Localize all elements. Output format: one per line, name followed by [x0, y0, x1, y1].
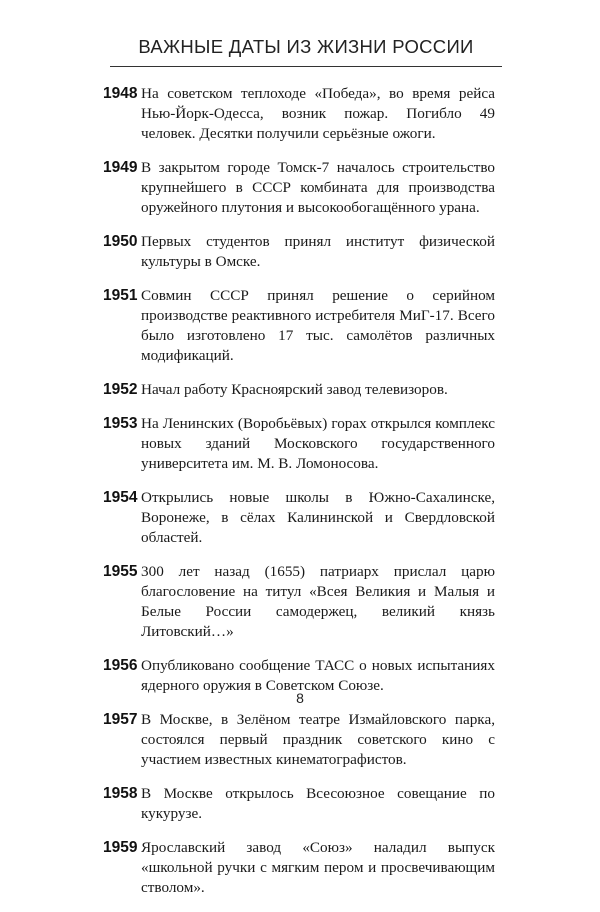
header-title: ВАЖНЫЕ ДАТЫ ИЗ ЖИЗНИ РОССИИ — [138, 36, 474, 57]
entry-text: Открылись новые школы в Южно-Сахалинске, Воронеже, в сёлах Калининской и Свердловской областей. — [141, 489, 495, 546]
entry-text: Первых студентов принял институт физической культуры в Омске. — [141, 233, 495, 270]
entry-year: 1952 — [103, 381, 138, 398]
timeline-entry — [103, 488, 495, 548]
entry-year: 1958 — [103, 785, 138, 802]
timeline-entry — [103, 286, 495, 366]
entry-text: На советском теплоходе «Победа», во время рейса Нью-Йорк-Одесса, возник пожар. Погибло 49 человек. Десятки получили серьёзные ожоги. — [141, 85, 495, 142]
entry-year: 1959 — [103, 839, 138, 856]
timeline-list — [103, 84, 495, 912]
entry-year: 1957 — [103, 711, 138, 728]
running-header — [110, 36, 502, 67]
entry-text: 300 лет назад (1655) патриарх прислал царю благословение на титул «Всея Великия и Малыя и Белые России самодержец, великий князь Литовский…» — [141, 563, 495, 640]
entry-year: 1951 — [103, 287, 138, 304]
timeline-entry — [103, 562, 495, 642]
entry-text: Опубликовано сообщение ТАСС о новых испытаниях ядерного оружия в Советском Союзе. — [141, 657, 495, 694]
entry-text: В закрытом городе Томск-7 началось строительство крупнейшего в СССР комбината для производства оружейного плутония и высокообогащённого урана. — [141, 159, 495, 216]
entry-text: Совмин СССР принял решение о серийном производстве реактивного истребителя МиГ-17. Всего было изготовлено 17 тыс. самолётов различных модификаций. — [141, 287, 495, 364]
timeline-entry — [103, 84, 495, 144]
entry-text: В Москве открылось Всесоюзное совещание по кукурузе. — [141, 785, 495, 822]
entry-year: 1955 — [103, 563, 138, 580]
entry-year: 1956 — [103, 657, 138, 674]
entry-text: Ярославский завод «Союз» наладил выпуск «школьной ручки с мягким пером и просвечивающим стволом». — [141, 839, 495, 896]
entry-text: На Ленинских (Воробьёвых) горах открылся комплекс новых зданий Московского государственного университета им. М. В. Ломоносова. — [141, 415, 495, 472]
entry-text: В Москве, в Зелёном театре Измайловского парка, состоялся первый праздник советского кино с участием известных кинематографистов. — [141, 711, 495, 768]
timeline-entry — [103, 380, 495, 400]
entry-year: 1954 — [103, 489, 138, 506]
entry-year: 1953 — [103, 415, 138, 432]
timeline-entry — [103, 710, 495, 770]
entry-text: Начал работу Красноярский завод телевизоров. — [141, 381, 448, 398]
timeline-entry — [103, 232, 495, 272]
timeline-entry — [103, 414, 495, 474]
timeline-entry — [103, 158, 495, 218]
timeline-entry — [103, 838, 495, 898]
entry-year: 1949 — [103, 159, 138, 176]
header-rule — [110, 66, 502, 67]
entry-year: 1950 — [103, 233, 138, 250]
entry-year: 1948 — [103, 85, 138, 102]
timeline-entry — [103, 784, 495, 824]
page-number: 8 — [296, 690, 304, 706]
